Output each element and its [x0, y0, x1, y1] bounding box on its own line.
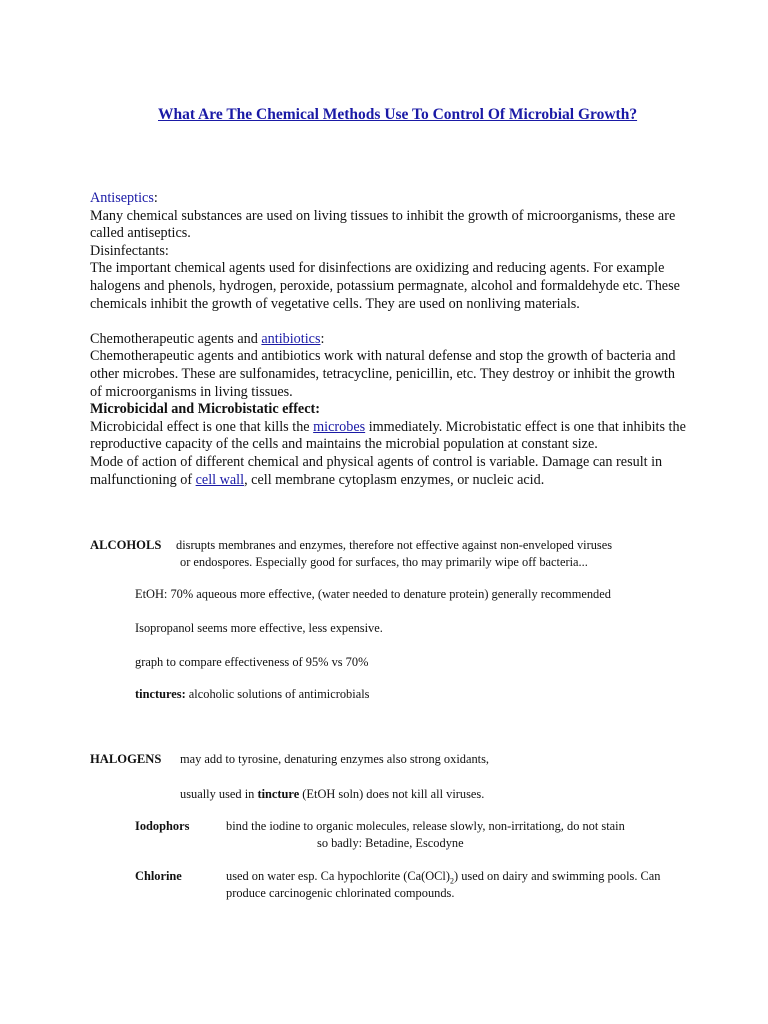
halogens-row	[90, 751, 690, 768]
halogens-term: HALOGENS	[90, 752, 162, 766]
microbicidal-text: Microbicidal effect is one that kills the microbes immediately. Microbistatic effect is one that inhibits the reproductive capacity of the cells and maintains the microbial population at constant size.	[90, 418, 686, 453]
chemo-heading: Chemotherapeutic agents and antibiotics:	[90, 330, 325, 347]
alcohols-line2: or endospores. Especially good for surfaces, tho may primarily wipe off bacteria...	[180, 555, 588, 569]
iodophors-term: Iodophors	[135, 819, 190, 833]
antibiotics-link[interactable]: antibiotics	[261, 330, 321, 347]
alcohols-line1: disrupts membranes and enzymes, therefore not effective against non-enveloped viruses	[176, 538, 613, 552]
disinfectants-heading: Disinfectants:	[90, 242, 169, 259]
chemo-text: Chemotherapeutic agents and antibiotics work with natural defense and stop the growth of bacteria and other microbes. These are sulfonamides, tetracycline, penicillin, etc. They destroy or inhibit the growth of microorganisms in living tissues.	[90, 348, 676, 400]
page-title[interactable]: What Are The Chemical Methods Use To Control Of Microbial Growth?	[158, 106, 638, 123]
isopropanol-note: Isopropanol seems more effective, less expensive.	[135, 621, 383, 635]
halogens-usage-note: usually used in tincture (EtOH soln) does not kill all viruses.	[180, 787, 485, 801]
body-text	[90, 190, 690, 489]
mode-text: Mode of action of different chemical and physical agents of control is variable. Damage can result in malfunctioning of cell wall, cell membrane cytoplasm enzymes, or nucleic acid.	[90, 453, 663, 488]
alcohols-term: ALCOHOLS	[90, 538, 162, 552]
microbicidal-heading: Microbicidal and Microbistatic effect:	[90, 401, 320, 418]
disinfectants-text: The important chemical agents used for disinfections are oxidizing and reducing agents. For example halogens and phenols, hydrogen, peroxide, potassium permagnate, alcohol and formaldehyde etc. These chemicals inhibit the growth of vegetative cells. They are used on nonliving materials.	[90, 260, 680, 312]
halogens-line1: may add to tyrosine, denaturing enzymes also strong oxidants,	[180, 752, 490, 766]
etoh-note: EtOH: 70% aqueous more effective, (water needed to denature protein) generally recommended	[135, 587, 611, 601]
microbes-link[interactable]: microbes	[313, 418, 366, 435]
antiseptics-heading: Antiseptics:	[90, 190, 158, 206]
paragraph-gap	[90, 313, 690, 331]
tinctures-note: tinctures: alcoholic solutions of antimicrobials	[135, 687, 370, 701]
alcohols-row	[90, 537, 690, 554]
graph-note: graph to compare effectiveness of 95% vs 70%	[135, 655, 369, 669]
antiseptics-link[interactable]: Antiseptics	[90, 190, 154, 206]
iodophors-line2: so badly: Betadine, Escodyne	[317, 836, 464, 850]
chlorine-term: Chlorine	[135, 869, 182, 883]
cell-wall-link[interactable]: cell wall	[195, 471, 245, 488]
iodophors-line1: bind the iodine to organic molecules, release slowly, non-irritationg, do not stain	[226, 819, 625, 833]
chlorine-description: used on water esp. Ca hypochlorite $(Ca(OCl)_2)$ used on dairy and swimming pools. Can produce carcinogenic chlorinated compounds.	[226, 869, 661, 900]
antiseptics-text: Many chemical substances are used on living tissues to inhibit the growth of microorganisms, these are called antiseptics.	[90, 207, 676, 242]
